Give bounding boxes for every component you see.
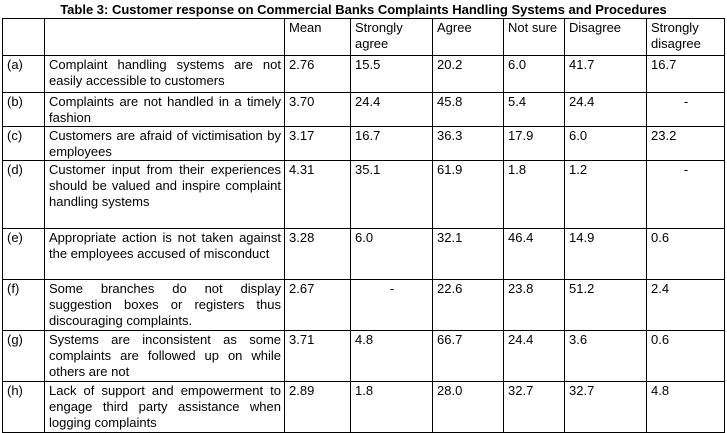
mean-cell: 3.70 <box>285 93 351 127</box>
not-sure-cell: 23.8 <box>504 280 565 331</box>
row-id: (g) <box>3 331 45 382</box>
agree-cell: 22.6 <box>433 280 504 331</box>
table-row <box>3 229 725 280</box>
table-row <box>3 280 725 331</box>
header-statement <box>45 19 285 56</box>
row-id: (a) <box>3 56 45 93</box>
mean-cell: 2.67 <box>285 280 351 331</box>
disagree-cell: 24.4 <box>565 93 647 127</box>
table-row <box>3 331 725 382</box>
strongly-agree-cell: 24.4 <box>351 93 433 127</box>
header-agree: Agree <box>433 19 504 56</box>
header-mean: Mean <box>285 19 351 56</box>
mean-cell: 3.71 <box>285 331 351 382</box>
not-sure-cell: 24.4 <box>504 331 565 382</box>
strongly-disagree-cell: 23.2 <box>647 127 725 161</box>
mean-cell: 4.31 <box>285 161 351 229</box>
row-statement: Systems are inconsistent as some complaints are followed up on while others are not <box>45 331 285 382</box>
strongly-agree-cell: 1.8 <box>351 382 433 433</box>
header-strongly-agree: Strongly agree <box>351 19 433 56</box>
agree-cell: 66.7 <box>433 331 504 382</box>
strongly-agree-cell: 4.8 <box>351 331 433 382</box>
table-row <box>3 127 725 161</box>
row-statement: Complaint handling systems are not easily accessible to customers <box>45 56 285 93</box>
strongly-disagree-cell: 16.7 <box>647 56 725 93</box>
strongly-disagree-cell: 0.6 <box>647 229 725 280</box>
agree-cell: 36.3 <box>433 127 504 161</box>
disagree-cell: 1.2 <box>565 161 647 229</box>
header-not-sure: Not sure <box>504 19 565 56</box>
not-sure-cell: 6.0 <box>504 56 565 93</box>
strongly-agree-cell: 35.1 <box>351 161 433 229</box>
row-id: (e) <box>3 229 45 280</box>
row-id: (h) <box>3 382 45 433</box>
table-row <box>3 56 725 93</box>
disagree-cell: 6.0 <box>565 127 647 161</box>
row-statement: Customer input from their experiences should be valued and inspire complaint handling systems <box>45 161 285 229</box>
not-sure-cell: 32.7 <box>504 382 565 433</box>
not-sure-cell: 17.9 <box>504 127 565 161</box>
table-header-row <box>3 19 725 56</box>
strongly-disagree-cell: 2.4 <box>647 280 725 331</box>
not-sure-cell: 1.8 <box>504 161 565 229</box>
mean-cell: 3.17 <box>285 127 351 161</box>
mean-cell: 2.76 <box>285 56 351 93</box>
strongly-disagree-cell: 4.8 <box>647 382 725 433</box>
row-id: (d) <box>3 161 45 229</box>
row-statement: Some branches do not display suggestion boxes or registers thus discouraging complaints. <box>45 280 285 331</box>
mean-cell: 2.89 <box>285 382 351 433</box>
row-statement: Complaints are not handled in a timely fashion <box>45 93 285 127</box>
row-statement: Customers are afraid of victimisation by employees <box>45 127 285 161</box>
header-id <box>3 19 45 56</box>
disagree-cell: 14.9 <box>565 229 647 280</box>
not-sure-cell: 46.4 <box>504 229 565 280</box>
strongly-disagree-cell: - <box>647 93 725 127</box>
mean-cell: 3.28 <box>285 229 351 280</box>
strongly-disagree-cell: - <box>647 161 725 229</box>
agree-cell: 61.9 <box>433 161 504 229</box>
row-id: (b) <box>3 93 45 127</box>
row-statement: Lack of support and empowerment to engage third party assistance when logging complaints <box>45 382 285 433</box>
row-id: (c) <box>3 127 45 161</box>
row-statement: Appropriate action is not taken against the employees accused of misconduct <box>45 229 285 280</box>
strongly-agree-cell: - <box>351 280 433 331</box>
disagree-cell: 41.7 <box>565 56 647 93</box>
strongly-agree-cell: 15.5 <box>351 56 433 93</box>
response-table <box>2 18 725 433</box>
row-id: (f) <box>3 280 45 331</box>
disagree-cell: 3.6 <box>565 331 647 382</box>
table-row <box>3 161 725 229</box>
strongly-disagree-cell: 0.6 <box>647 331 725 382</box>
not-sure-cell: 5.4 <box>504 93 565 127</box>
header-strongly-disagree: Strongly disagree <box>647 19 725 56</box>
agree-cell: 28.0 <box>433 382 504 433</box>
table-row <box>3 382 725 433</box>
agree-cell: 45.8 <box>433 93 504 127</box>
table-row <box>3 93 725 127</box>
strongly-agree-cell: 6.0 <box>351 229 433 280</box>
disagree-cell: 51.2 <box>565 280 647 331</box>
agree-cell: 32.1 <box>433 229 504 280</box>
strongly-agree-cell: 16.7 <box>351 127 433 161</box>
table-title: Table 3: Customer response on Commercial Banks Complaints Handling Systems and Procedures <box>60 2 667 17</box>
agree-cell: 20.2 <box>433 56 504 93</box>
disagree-cell: 32.7 <box>565 382 647 433</box>
header-disagree: Disagree <box>565 19 647 56</box>
